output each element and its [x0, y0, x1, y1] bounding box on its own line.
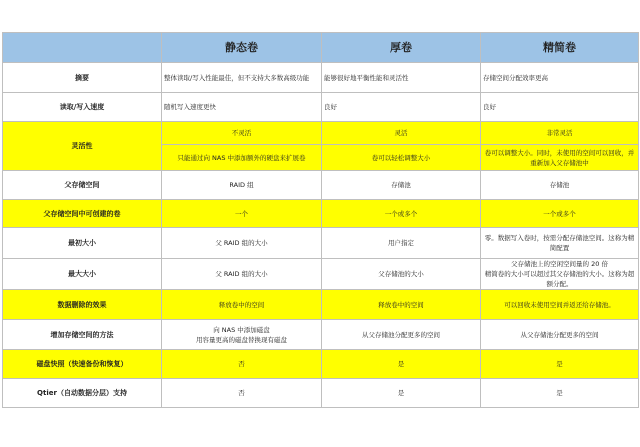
- cell: RAID 组: [162, 171, 322, 200]
- table-row: [3, 350, 639, 379]
- row-label: 父存储空间中可创建的卷: [3, 200, 162, 228]
- cell: 父存储池上的空闲空间量的 20 倍 精简卷的大小可以超过其父存储池的大小。这称为超额分配。: [481, 259, 639, 290]
- table-row: [3, 63, 639, 93]
- cell: 可以回收未使用空间并返还给存储池。: [481, 290, 639, 320]
- table-row: [3, 228, 639, 259]
- cell: 一个或多个: [322, 200, 481, 228]
- table-row: [3, 320, 639, 350]
- row-label: 灵活性: [3, 122, 162, 171]
- cell: 从父存储池分配更多的空间: [322, 320, 481, 350]
- header-thin-volume: 精简卷: [481, 33, 639, 63]
- row-label: 磁盘快照（快速备份和恢复）: [3, 350, 162, 379]
- cell: 存储池: [322, 171, 481, 200]
- cell: 父 RAID 组的大小: [162, 259, 322, 290]
- cell: 否: [162, 379, 322, 408]
- cell: 存储池: [481, 171, 639, 200]
- cell: 能够很好地平衡性能和灵活性: [322, 63, 481, 93]
- cell: 否: [162, 350, 322, 379]
- row-label: 父存储空间: [3, 171, 162, 200]
- cell: 不灵活: [162, 122, 322, 145]
- row-label: 增加存储空间的方法: [3, 320, 162, 350]
- cell: 零。数据写入卷时，按需分配存储池空间。这称为精简配置: [481, 228, 639, 259]
- cell: 向 NAS 中添加磁盘 用容量更高的磁盘替换现有磁盘: [162, 320, 322, 350]
- cell: 存储空间分配效率更高: [481, 63, 639, 93]
- cell: 是: [481, 379, 639, 408]
- volume-comparison-table: [2, 32, 639, 408]
- cell: 只能通过向 NAS 中添加额外的硬盘来扩展卷: [162, 145, 322, 171]
- cell: 卷可以调整大小。同时，未使用的空间可以回收，并重新加入父存储池中: [481, 145, 639, 171]
- cell: 释放卷中的空间: [162, 290, 322, 320]
- row-label: 最大大小: [3, 259, 162, 290]
- row-label: 数据删除的效果: [3, 290, 162, 320]
- table-row: [3, 379, 639, 408]
- table-row: [3, 93, 639, 122]
- cell: 整体读取/写入性能最佳，但不支持大多数高级功能: [162, 63, 322, 93]
- header-thick-volume: 厚卷: [322, 33, 481, 63]
- cell: 良好: [322, 93, 481, 122]
- cell: 一个: [162, 200, 322, 228]
- cell: 是: [322, 379, 481, 408]
- table-row: [3, 259, 639, 290]
- table-row: [3, 290, 639, 320]
- row-label: Qtier（自动数据分层）支持: [3, 379, 162, 408]
- table-row: [3, 200, 639, 228]
- row-label: 摘要: [3, 63, 162, 93]
- table-row: [3, 171, 639, 200]
- cell: 是: [322, 350, 481, 379]
- cell: 良好: [481, 93, 639, 122]
- header-static-volume: 静态卷: [162, 33, 322, 63]
- row-label: 读取/写入速度: [3, 93, 162, 122]
- row-label: 最初大小: [3, 228, 162, 259]
- cell: 一个或多个: [481, 200, 639, 228]
- cell: 释放卷中的空间: [322, 290, 481, 320]
- cell: 用户指定: [322, 228, 481, 259]
- cell: 随机写入速度更快: [162, 93, 322, 122]
- cell: 非常灵活: [481, 122, 639, 145]
- cell: 父存储池的大小: [322, 259, 481, 290]
- cell: 是: [481, 350, 639, 379]
- table-row: [3, 122, 639, 145]
- header-row: [3, 33, 639, 63]
- cell: 从父存储池分配更多的空间: [481, 320, 639, 350]
- cell: 父 RAID 组的大小: [162, 228, 322, 259]
- header-cell: [3, 33, 162, 63]
- cell: 卷可以轻松调整大小: [322, 145, 481, 171]
- cell: 灵活: [322, 122, 481, 145]
